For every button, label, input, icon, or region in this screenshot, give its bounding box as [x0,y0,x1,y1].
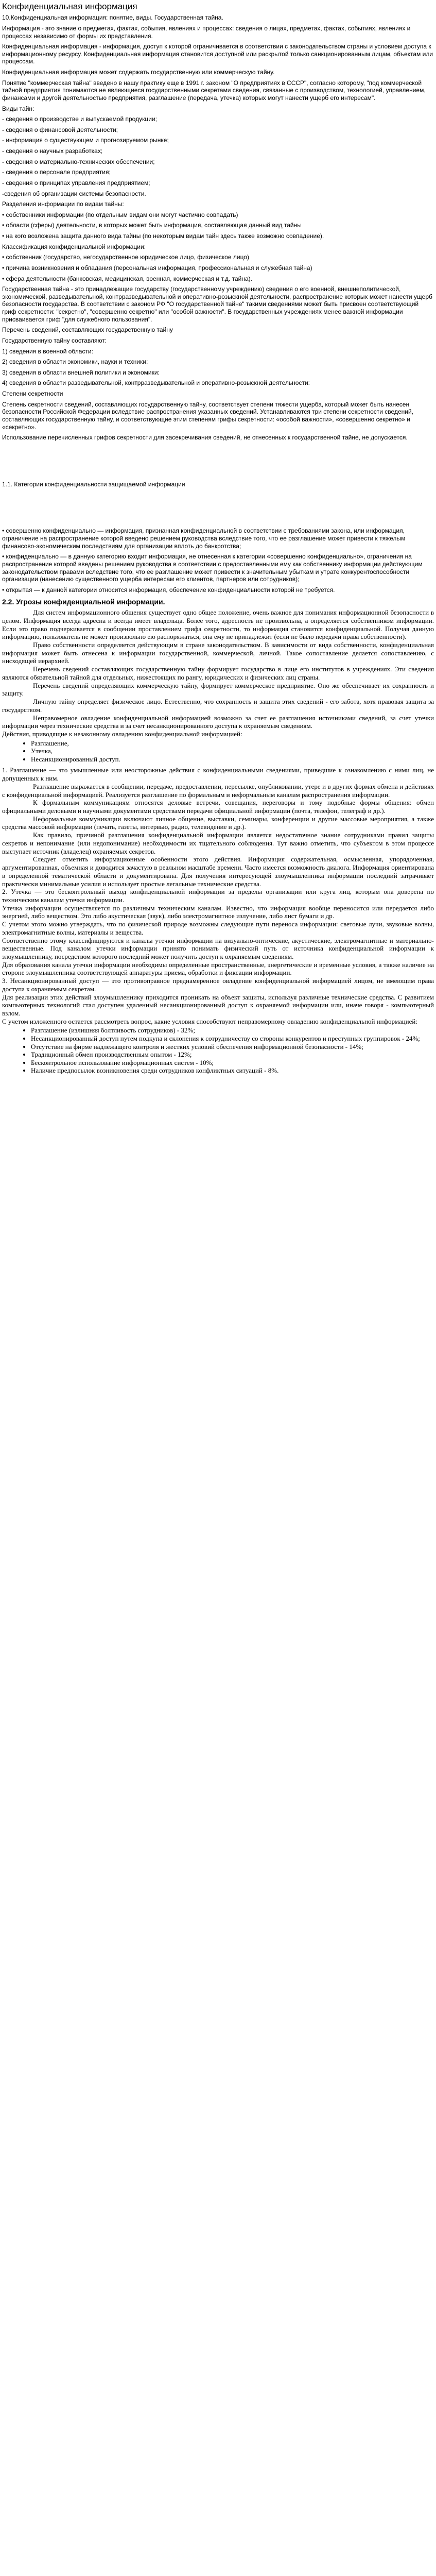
intro-paragraph: Степень секретности сведений, составляющих государственную тайну, соответствует степени тяжести ущерба, который может быть нанесен безопасности Российской Федерации вследствие распространения указанных сведений. Устанавливаются три степени секретности сведений, составляющих государственную тайну, и соответствующие этим степеням грифы секретности: «особой важности», «совершенно секретно» и «секретно». [2,400,414,431]
intro-paragraph: • собственники информации (по отдельным видам они могут частично совпадать) [2,211,238,218]
section-paragraph: Для образования канала утечки информации необходимы определенные пространственные, энергетические и временные условия, а также наличие на стороне злоумышленника соответствующей аппаратуры приема, обработки и фиксации информации. [2,960,434,977]
subsection-title: 1.1. Категории конфиденциальности защищаемой информации [2,480,185,488]
intro-paragraph: Государственная тайна - это принадлежащие государству (государственному учреждению) сведения о его военной, внешнеполитической, экономической, разведывательной, контрразведывательной и оперативно-розыскной деятельности, распространение которых может нанести ущерб безопасности государства. В соответствии с законом РФ "О государственной тайне" такими сведениями может быть присвоен соответствующий гриф секретности: "секретно", "совершенно секретно" или "особой важности". В государственных учреждениях менее важной информации присваивается гриф "для служебного пользования". [2,285,432,323]
actions-list [2,739,434,764]
intro-paragraph: - сведения о производстве и выпускаемой продукции; [2,115,157,123]
section-paragraph: Личную тайну определяет физическое лицо. Естественно, что сохранность и защита этих сведений - его забота, хотя правовая защита за государством. [2,698,434,714]
section-paragraph: К формальным коммуникациям относятся деловые встречи, совещания, переговоры и тому подобные формы общения: обмен официальными деловыми и научными документами средствами передачи официальной информации (почта, телефон, телеграф и др.). [2,799,434,815]
section-paragraph: Соответственно этому классифицируются и каналы утечки информации на визуально-оптические, акустические, электромагнитные и материально-вещественные. Под каналом утечки информации принято понимать физический путь от источника конфиденциальной информации к злоумышленнику, посредством которого последний может получить доступ к охраняемым сведениям. [2,936,434,960]
section-paragraph: Неформальные коммуникации включают личное общение, выставки, семинары, конференции и другие массовые мероприятия, а также средства массовой информации (печать, газеты, интервью, радио, телевидение и др.). [2,815,434,831]
section-paragraph: 2. Утечка — это бесконтрольный выход конфиденциальной информации за пределы организации или круга лиц, которым она доверена по техническим каналам утечки информации. [2,888,434,904]
list-item: • Разглашение (излишняя болтливость сотрудников) - 32%; [31,1026,434,1035]
section-paragraph: 3. Несанкционированный доступ — это противоправное преднамеренное овладение конфиденциальной информацией лицом, не имеющим права доступа к охраняемым секретам. [2,977,434,993]
intro-paragraph: • области (сферы) деятельности, в которых может быть информация, составляющая данный вид тайны [2,222,302,229]
section-paragraph: С учетом этого можно утверждать, что по физической природе возможны следующие пути переноса информации: световые лучи, звуковые волны, электромагнитные волны, материалы и вещества. [2,920,434,936]
section-paragraph: Действия, приводящие к незаконному овладению конфиденциальной информацией: [2,730,242,738]
conditions-list [2,1026,434,1075]
intro-paragraph: - сведения о принципах управления предприятием; [2,179,150,187]
intro-paragraph: Конфиденциальная информация может содержать государственную или коммерческую тайну. [2,69,275,76]
section-paragraph: С учетом изложенного остается рассмотреть вопрос, какие условия способствуют неправомерному овладению конфиденциальной информацией: [2,1017,417,1025]
intro-paragraph: - сведения о материально-технических обеспечении; [2,158,155,165]
section-paragraph: Следует отметить информационные особенности этого действия. Информация содержательная, осмысленная, упорядоченная, аргументированная, объемная и доводится зачастую в реальном масштабе времени. Часто имеется возможность диалога. Информация ориентирована в определенной тематической области и документирована. Для получения интересующей злоумышленника информации последний затрачивает практически минимальные усилия и использует простые легальные технические средства. [2,855,434,888]
section-paragraph: Перечень сведений составляющих государственную тайну формирует государство в лице его институтов в учреждениях. Эти сведения являются обязательной тайной для отдельных, нижестоящих по рангу, юридических и физических лиц страны. [2,665,434,681]
blank-gap [2,445,434,481]
section-heading: 2.2. Угрозы конфиденциальной информации. [2,598,165,606]
category-item: • открытая — к данной категории относится информация, обеспечение конфиденциальности которой не требуется. [2,586,335,594]
intro-paragraph: Конфиденциальная информация - информация, доступ к которой ограничивается в соответствии с законодательством страны и условием доступа к информационному ресурсу. Конфиденциальная информация становится доступной или раскрытой только санкционированным лицам, объектам или процессам. [2,43,433,65]
intro-paragraph: Перечень сведений, составляющих государственную тайну [2,326,173,334]
intro-paragraph: Виды тайн: [2,105,34,112]
intro-paragraph: Понятие "коммерческая тайна" введено в нашу практику еще в 1991 г. законом "О предприятиях в СССР", согласно которому, "под коммерческой тайной предприятия понимаются не являющиеся государственными секретами сведения, связанные с производством, технологией, управлением, финансами и другой деятельностью предприятия, разглашение (передача, утечка) которых могут нанести ущерб его интересам". [2,79,426,101]
blank-gap [2,491,434,527]
intro-paragraph: Разделения информации по видам тайны: [2,200,124,208]
threats-section [2,608,434,1075]
intro-paragraph: Использование перечисленных грифов секретности для засекречивания сведений, не отнесенных к государственной тайне, не допускается. [2,434,408,442]
intro-paragraph: - сведения о персонале предприятия; [2,168,111,176]
list-item: • Бесконтрольное использование информационных систем - 10%; [31,1059,434,1067]
intro-paragraph: Государственную тайну составляют: [2,336,107,344]
intro-paragraph: Информация - это знание о предметах, фактах, события, явлениях и процессах: сведения о лицах, предметах, фактах, событиях, явлениях и процессах независимо от формы их представления. [2,24,411,40]
intro-paragraph: - информация о существующем и прогнозируемом рынке; [2,137,169,144]
intro-paragraph: • на кого возложена защита данного вида тайны (по некоторым видам тайн здесь также возможно совпадение). [2,232,324,240]
list-item: • Несанкционированный доступ. [31,755,434,764]
intro-paragraph: • причина возникновения и обладания (персональная информация, профессиональная и служебная тайна) [2,264,312,272]
intro-paragraph: - сведения о финансовой деятельности; [2,126,118,133]
category-item: • конфиденциально — в данную категорию входит информация, не отнесенная к категории «совершенно конфиденциально», ограничения на распространение которой введены решением руководства в соответствии с предоставленными ему как собственнику информации действующим законодательством правами вследствие того, что ее разглашение может привести к значительным убыткам и утрате конкурентоспособности организации (нанесению существенного ущерба интересам его клиентов, партнеров или сотрудников); [2,553,423,583]
intro-paragraph: 2) сведения в области экономики, науки и техники: [2,358,148,366]
intro-section [2,14,434,442]
category-item: • совершенно конфиденциально — информация, признанная конфиденциальной в соответствии с требованиями закона, или информация, ограничение на распространение которой введено решением руководства вследствие того, что ее разглашение может привести к тяжелым финансово-экономическим последствиям для организации вплоть до банкротства; [2,527,406,550]
intro-paragraph: Классификация конфиденциальной информации: [2,243,146,250]
list-item: • Несанкционированный доступ путем подкупа и склонения к сотрудничеству со стороны конкурентов и преступных группировок - 24%; [31,1035,434,1043]
section-paragraph: Для реализации этих действий злоумышленнику приходится проникать на объект защиты, используя различные технические средства. С развитием компьютерных технологий стал доступен удаленный несанкционированный доступ к охраняемой информации или, иначе говоря - компьютерный взлом. [2,993,434,1018]
section-paragraph: Утечка информации осуществляется по различным техническим каналам. Известно, что информация вообще переносится или передается либо энергией, либо веществом. Это либо акустическая (звук), либо электромагнитное излучение, либо лист бумаги и др. [2,904,434,920]
intro-paragraph: • собственник (государство, негосударственное юридическое лицо, физическое лицо) [2,253,249,261]
list-item: • Отсутствие на фирме надлежащего контроля и жестких условий обеспечения информационной безопасности - 14%; [31,1043,434,1051]
section-paragraph: Право собственности определяется действующим в стране законодательством. В зависимости от вида собственности, конфиденциальная информация может быть отнесена к информации государственной, коммерческой, личной. Такое сопоставление делается сопоставлению, с нисходящей иерархией. [2,641,434,665]
section-paragraph: Разглашение выражается в сообщении, передаче, предоставлении, пересылке, опубликовании, утере и в других формах обмена и действиях с конфиденциальной информацией. Реализуется разглашение по формальным и неформальным каналам распространения информации. [2,782,434,799]
category-section [2,527,434,594]
section-paragraph: Перечень сведений определяющих коммерческую тайну, формирует коммерческое предприятие. Оно же обеспечивает их сохранность и защиту. [2,681,434,698]
section-paragraph: Для систем информационного общения существует одно общее положение, очень важное для понимания информационной безопасности в целом. Информация всегда адресна и всегда имеет владельца. Более того, адресность не произвольна, а определяется собственником информации. Если это право подчеркивается в сообщении проставлением грифа секретности, то информация становится конфиденциальной. Получая данную информацию, пользователь не может произвольно ею распоряжаться, она ему не принадлежит (если не было передачи права собственности). [2,608,434,641]
section-paragraph: Как правило, причиной разглашения конфиденциальной информации является недостаточное знание сотрудниками правил защиты секретов и непонимание (или недопонимание) необходимости их тщательного соблюдения. Тут важно отметить, что субъектом в этом процессе выступает источник (владелец) охраняемых секретов. [2,831,434,855]
intro-paragraph: -сведения об организации системы безопасности. [2,190,146,197]
list-item: • Утечка, [31,747,434,755]
list-item: • Разглашение, [31,739,434,748]
page-title: Конфиденциальная информация [2,2,137,11]
intro-paragraph: 4) сведения в области разведывательной, контрразведывательной и оперативно-розыскной деятельности: [2,379,310,387]
intro-paragraph: • сфера деятельности (банковская, медицинская, военная, коммерческая и т.д. тайна). [2,275,252,282]
document-page [0,0,436,1084]
list-item: • Наличие предпосылок возникновения среди сотрудников конфликтных ситуаций - 8%. [31,1066,434,1075]
intro-paragraph: 1) сведения в военной области: [2,347,93,355]
section-paragraph: Неправомерное овладение конфиденциальной информацией возможно за счет ее разглашения источниками сведений, за счет утечки информации через технические средства и за счет несанкционированного доступа к охраняемым сведениям. [2,714,434,730]
intro-paragraph: 10.Конфиденциальная информация: понятие, виды. Государственная тайна. [2,14,223,22]
intro-paragraph: 3) сведения в области внешней политики и экономики: [2,368,160,376]
section-paragraph: 1. Разглашение — это умышленные или неосторожные действия с конфиденциальными сведениями, приведшие к ознакомлению с ними лиц, не допущенных к ним. [2,766,434,783]
list-item: • Традиционный обмен производственным опытом - 12%; [31,1050,434,1059]
intro-paragraph: - сведения о научных разработках; [2,147,103,155]
intro-paragraph: Степени секретности [2,390,63,397]
